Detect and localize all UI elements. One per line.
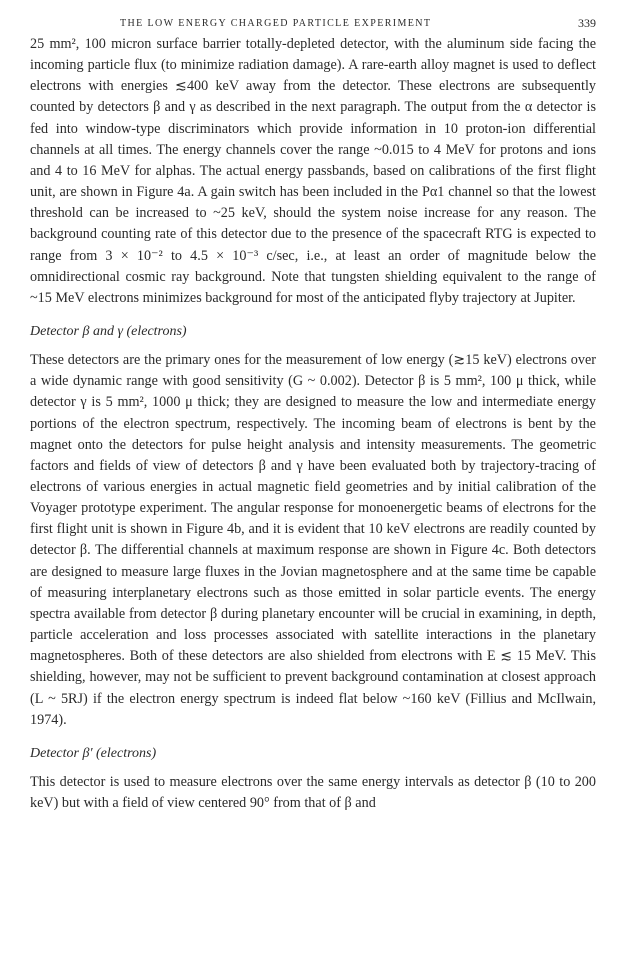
paragraph-beta-gamma-detectors: These detectors are the primary ones for the measurement of low energy (≳15 keV) electrons over a wide dynamic range with good sensitivity (G ~ 0.002). Detector β is 5 mm², 100 μ thick, while detector γ is 5 mm², 1000 μ thick; they are designed to measure the low and intermediate energy portions of the electron spectrum, respectively. The incoming beam of electrons is bent by the magnet onto the detectors for pulse height analysis and intensity measurements. The geometric factors and fields of view of detectors β and γ have been evaluated both by trajectory-tracing of electrons of various energies in actual magnetic field geometries and by initial calibration of the Voyager prototype experiment. The angular response for monoenergetic beams of electrons for the first flight unit is shown in Figure 4b, and it is evident that 10 keV electrons are readily counted by detector β. The differential channels at maximum response are shown in Figure 4c. Both detectors are designed to measure large fluxes in the Jovian magnetosphere and at the same time be capable of measuring interplanetary electrons such as those emitted in solar particle events. The energy spectra available from detector β during planetary encounter will be crucial in examining, in depth, particle acceleration and loss processes associated with satellite interactions in the planetary magnetospheres. Both of these detectors are also shielded from electrons with E ≲ 15 MeV. This shielding, however, may not be sufficient to prevent background contamination at closest approach (L ~ 5RJ) if the electron energy spectrum is indeed flat below ~160 keV (Fillius and McIlwain, 1974). xyxy=(30,352,596,728)
document-page xyxy=(30,12,596,814)
section-heading-beta-prime: Detector β′ (electrons) xyxy=(30,745,157,761)
running-title: THE LOW ENERGY CHARGED PARTICLE EXPERIMENT xyxy=(120,18,432,29)
section-heading-beta-gamma: Detector β and γ (electrons) xyxy=(30,324,187,340)
paragraph-alpha-detector: 25 mm², 100 micron surface barrier totally-depleted detector, with the aluminum side facing the incoming particle flux (to minimize radiation damage). A rare-earth alloy magnet is used to deflect electrons with energies ≲400 keV away from the detector. These electrons are subsequently counted by detectors β and γ as described in the next paragraph. The output from the α detector is fed into window-type discriminators which provide information in 10 proton-ion differential channels at all times. The energy channels cover the range ~0.015 to 4 MeV for protons and ions and 4 to 16 MeV for alphas. The actual energy passbands, based on calibrations of the first flight unit, are shown in Figure 4a. A gain switch has been included in the Pα1 channel so that the lowest threshold can be increased to ~25 keV, should the system noise increase for any reason. The background counting rate of this detector due to the presence of the spacecraft RTG is expected to range from 3 × 10⁻² to 4.5 × 10⁻³ c/sec, i.e., at least an order of magnitude below the omnidirectional cosmic ray background. Note that tungsten shielding equivalent to the range of ~15 MeV electrons minimizes background for most of the anticipated flyby trajectory at Jupiter. xyxy=(30,36,596,306)
page-number: 339 xyxy=(578,16,596,30)
running-head xyxy=(30,12,596,34)
paragraph-beta-prime-detector: This detector is used to measure electrons over the same energy intervals as detector β (10 to 200 keV) but with a field of view centered 90° from that of β and xyxy=(30,773,596,811)
